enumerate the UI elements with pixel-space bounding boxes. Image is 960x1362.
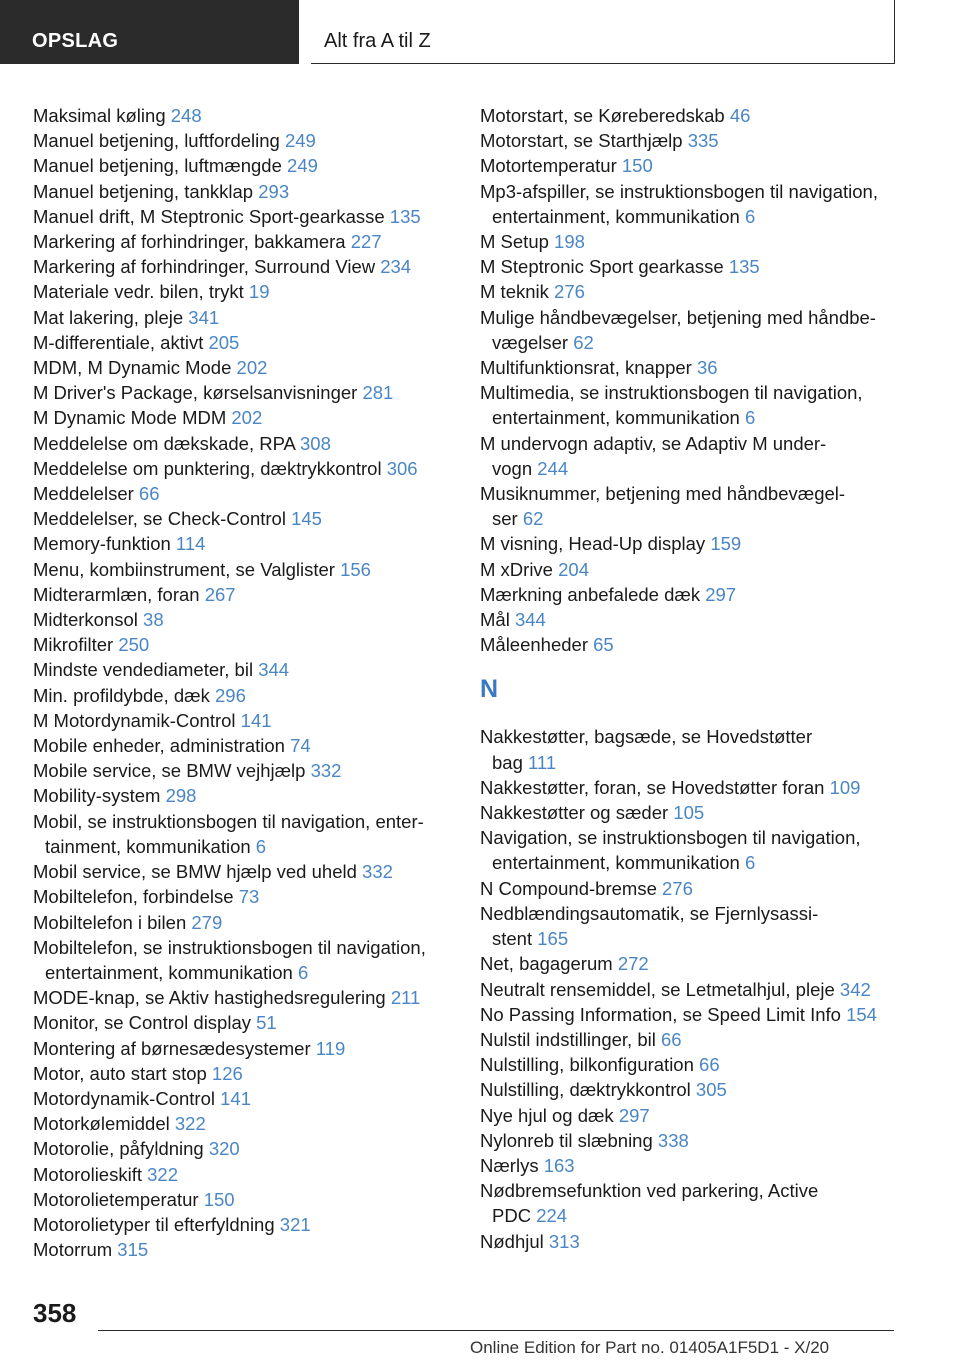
index-page-link[interactable]: 202: [231, 407, 263, 429]
index-page-link[interactable]: 111: [528, 751, 557, 773]
index-entry-text: Mobiltelefon i bilen: [33, 911, 187, 933]
index-entry: [33, 481, 453, 506]
index-entry: [480, 254, 920, 279]
index-entry-text: Mærkning anbefalede dæk: [480, 583, 701, 605]
index-entry-text: Nakkestøtter, foran, se Hovedstøtter foran: [480, 776, 825, 798]
index-entry: [33, 531, 453, 556]
index-page-link[interactable]: 6: [255, 835, 267, 857]
index-page-link[interactable]: 163: [543, 1154, 575, 1176]
index-page-link[interactable]: 272: [617, 953, 649, 975]
index-entry-text: M Dynamic Mode MDM: [33, 407, 227, 429]
index-page-link[interactable]: 335: [687, 130, 719, 152]
index-entry: [480, 1229, 920, 1254]
index-entry-text: Memory-funktion: [33, 533, 171, 555]
index-entry-text: Nakkestøtter, bagsæde, se Hovedstøtter: [480, 726, 813, 748]
index-entry: [480, 1103, 920, 1128]
index-entry-text: M-differentiale, aktivt: [33, 331, 204, 353]
index-entry-text: M Setup: [480, 231, 549, 253]
index-entry: [33, 985, 453, 1010]
index-entry-text: Nulstil indstillinger, bil: [480, 1028, 656, 1050]
index-entry: [480, 775, 920, 800]
index-entry: [33, 506, 453, 531]
index-page-link[interactable]: 315: [117, 1239, 149, 1261]
index-entry: [480, 229, 920, 254]
index-entry-text: Net, bagagerum: [480, 953, 613, 975]
index-entry: [480, 1178, 920, 1228]
index-entry: [33, 657, 453, 682]
index-entry-text: stent: [492, 928, 533, 950]
index-entry-text: M Steptronic Sport gearkasse: [480, 256, 724, 278]
index-entry: [480, 557, 920, 582]
index-entry: [33, 935, 453, 985]
index-page-link[interactable]: 145: [291, 508, 322, 530]
index-entry-text: Motorstart, se Køreberedskab: [480, 105, 725, 126]
index-entry-text: Monitor, se Control display: [33, 1012, 251, 1034]
index-entry-text: Mulige håndbevægelser, betjening med håndbe-: [480, 306, 876, 328]
index-entry: [480, 1052, 920, 1077]
index-entry: [33, 1010, 453, 1035]
index-entry: [33, 128, 453, 153]
index-entry-text: Mobiltelefon, forbindelse: [33, 886, 234, 908]
index-page-link[interactable]: 205: [208, 331, 240, 353]
index-entry: [480, 380, 920, 430]
index-page-link[interactable]: 19: [248, 281, 270, 303]
index-entry-text: Meddelelser, se Check-Control: [33, 508, 286, 530]
index-page-link[interactable]: 202: [236, 357, 268, 379]
index-entry-text: M teknik: [480, 281, 549, 303]
index-entry: [480, 153, 920, 178]
index-page-link[interactable]: 73: [238, 886, 260, 908]
index-entry: [480, 800, 920, 825]
index-entry: [33, 557, 453, 582]
index-page-link[interactable]: 156: [340, 558, 371, 580]
index-entry-text: Mikrofilter: [33, 634, 114, 656]
index-entry-text: Nye hjul og dæk: [480, 1104, 614, 1126]
index-entry-text: ser: [492, 508, 518, 530]
index-page-link[interactable]: 342: [839, 978, 871, 1000]
index-entry: [33, 1212, 453, 1237]
index-entry: [33, 405, 453, 430]
index-entry-text: tainment, kommunikation: [45, 835, 251, 857]
index-entry-text: Motorkølemiddel: [33, 1113, 170, 1135]
index-entry: [33, 1061, 453, 1086]
index-page-link[interactable]: 267: [204, 583, 236, 605]
index-page-link[interactable]: 109: [829, 776, 861, 798]
index-entry: [480, 1128, 920, 1153]
index-page-link[interactable]: 66: [699, 1054, 720, 1076]
index-entry: [33, 355, 453, 380]
index-page-link[interactable]: 135: [728, 256, 760, 278]
index-entry-text: Montering af børnesædesystemer: [33, 1037, 311, 1059]
index-entry: [480, 1153, 920, 1178]
index-page-link[interactable]: 159: [710, 533, 742, 555]
index-entry: [33, 103, 453, 128]
index-entry: [480, 305, 920, 355]
index-page-link[interactable]: 296: [215, 684, 246, 706]
index-entry-text: Multimedia, se instruktionsbogen til navigation,: [480, 382, 863, 404]
index-entry-text: Motorstart, se Starthjælp: [480, 130, 683, 152]
index-entry-text: MDM, M Dynamic Mode: [33, 357, 232, 379]
index-page-link[interactable]: 6: [744, 407, 756, 429]
index-entry: [480, 951, 920, 976]
index-entry-text: Mat lakering, pleje: [33, 306, 184, 328]
index-entry: [33, 809, 453, 859]
index-column-left: [33, 103, 453, 1262]
index-page-link[interactable]: 321: [279, 1213, 311, 1235]
index-entry: [480, 128, 920, 153]
index-entry-text: Motorolieskift: [33, 1163, 142, 1185]
index-entry: [33, 758, 453, 783]
section-letter-n: N: [480, 675, 499, 704]
section-tab-label: OPSLAG: [32, 30, 119, 52]
index-entry: [33, 1136, 453, 1161]
index-entry-text: Nakkestøtter og sæder: [480, 802, 669, 824]
index-page-link[interactable]: 6: [744, 852, 756, 874]
index-page-link[interactable]: 38: [143, 609, 164, 631]
index-entry-text: entertainment, kommunikation: [492, 852, 740, 874]
index-page-link[interactable]: 6: [744, 205, 756, 227]
chapter-title: Alt fra A til Z: [324, 30, 431, 52]
index-entry: [33, 632, 453, 657]
index-entry-text: Markering af forhindringer, bakkamera: [33, 231, 346, 253]
index-entry: [33, 1237, 453, 1262]
index-page-link[interactable]: 332: [362, 861, 393, 883]
index-entry-text: Midterkonsol: [33, 609, 138, 631]
index-page-link[interactable]: 293: [258, 180, 290, 202]
index-entry-text: Manuel betjening, tankklap: [33, 180, 254, 202]
index-entry-text: Menu, kombiinstrument, se Valglister: [33, 558, 335, 580]
index-entry-text: bag: [492, 751, 523, 773]
index-entry: [33, 380, 453, 405]
index-entry-text: PDC: [492, 1205, 532, 1227]
index-page-link[interactable]: 227: [350, 231, 382, 253]
index-page-link[interactable]: 244: [537, 457, 569, 479]
index-page-link[interactable]: 249: [284, 130, 316, 152]
index-entry: [33, 153, 453, 178]
index-entry-text: Midterarmlæn, foran: [33, 583, 200, 605]
index-page-link[interactable]: 297: [618, 1104, 650, 1126]
index-entry: [33, 1162, 453, 1187]
index-entry-text: Nulstilling, dæktrykkontrol: [480, 1079, 691, 1101]
index-entry: [480, 179, 920, 229]
index-entry-text: No Passing Information, se Speed Limit Info: [480, 1003, 841, 1025]
index-page-link[interactable]: 141: [240, 709, 272, 731]
index-entry-text: Meddelelser: [33, 483, 134, 505]
index-entry: [33, 456, 453, 481]
index-entry: [33, 1086, 453, 1111]
index-entry-text: Min. profildybde, dæk: [33, 684, 210, 706]
index-entry-text: Motorolietemperatur: [33, 1188, 199, 1210]
index-entry: [33, 607, 453, 632]
index-page-link[interactable]: 66: [138, 483, 160, 505]
section-tab: [0, 0, 299, 64]
index-entry-text: Mobiltelefon, se instruktionsbogen til navigation,: [33, 936, 426, 958]
index-entry: [480, 531, 920, 556]
index-entry: [33, 204, 453, 229]
index-entry-text: Mindste vendediameter, bil: [33, 659, 254, 681]
index-entry-text: Manuel betjening, luftmængde: [33, 155, 282, 177]
index-group-m: [480, 103, 920, 657]
index-page-link[interactable]: 313: [548, 1230, 580, 1252]
index-entry-text: Motordynamik-Control: [33, 1087, 215, 1109]
index-page-link[interactable]: 154: [846, 1003, 877, 1025]
index-entry: [33, 279, 453, 304]
index-entry-text: Motor, auto start stop: [33, 1062, 207, 1084]
index-entry-text: Mobil service, se BMW hjælp ved uheld: [33, 861, 357, 883]
index-entry-text: Nedblændingsautomatik, se Fjernlysassi-: [480, 902, 819, 924]
index-page-link[interactable]: 308: [300, 432, 331, 454]
index-entry: [33, 229, 453, 254]
index-entry: [33, 431, 453, 456]
index-page-link[interactable]: 135: [389, 205, 421, 227]
index-page-link[interactable]: 322: [174, 1113, 206, 1135]
index-page-link[interactable]: 62: [573, 331, 594, 353]
index-entry: [480, 1027, 920, 1052]
index-entry: [33, 1036, 453, 1061]
index-entry: [33, 884, 453, 909]
index-entry: [480, 901, 920, 951]
index-entry-text: Mål: [480, 609, 510, 631]
index-entry: [33, 1111, 453, 1136]
index-entry-text: M visning, Head-Up display: [480, 533, 706, 555]
index-page-link[interactable]: 105: [673, 802, 705, 824]
index-entry-text: entertainment, kommunikation: [45, 961, 293, 983]
index-entry-text: Nulstilling, bilkonfiguration: [480, 1054, 694, 1076]
index-entry-text: Mobility-system: [33, 785, 161, 807]
index-entry: [480, 825, 920, 875]
index-page-link[interactable]: 119: [315, 1037, 346, 1059]
index-page-link[interactable]: 279: [191, 911, 223, 933]
index-page-link[interactable]: 224: [536, 1205, 568, 1227]
index-entry: [33, 683, 453, 708]
index-entry-text: Markering af forhindringer, Surround View: [33, 256, 376, 278]
index-page-link[interactable]: 211: [390, 987, 421, 1009]
index-page-link[interactable]: 234: [380, 256, 412, 278]
index-page-link[interactable]: 341: [188, 306, 220, 328]
index-entry: [33, 783, 453, 808]
index-page-link[interactable]: 62: [522, 508, 544, 530]
index-entry: [480, 355, 920, 380]
index-entry-text: Mp3-afspiller, se instruktionsbogen til navigation,: [480, 180, 878, 202]
index-entry: [480, 977, 920, 1002]
index-page-link[interactable]: 74: [290, 735, 311, 757]
index-page-link[interactable]: 250: [118, 634, 150, 656]
index-entry-text: Musiknummer, betjening med håndbevægel-: [480, 483, 846, 505]
index-entry-text: Nærlys: [480, 1154, 539, 1176]
index-entry-text: Neutralt rensemiddel, se Letmetalhjul, pleje: [480, 978, 835, 1000]
index-page-link[interactable]: 204: [558, 558, 589, 580]
index-page-link[interactable]: 320: [208, 1138, 240, 1160]
page-number: 358: [33, 1298, 77, 1328]
index-entry: [33, 910, 453, 935]
index-page-link[interactable]: 65: [593, 634, 614, 656]
index-entry-text: Mobil, se instruktionsbogen til navigation, enter-: [33, 810, 424, 832]
index-entry-text: Manuel drift, M Steptronic Sport-gearkasse: [33, 205, 385, 227]
index-page-link[interactable]: 36: [696, 357, 718, 379]
index-page-link[interactable]: 248: [170, 105, 202, 126]
index-page-link[interactable]: 332: [310, 760, 342, 782]
index-page-link[interactable]: 46: [729, 105, 751, 126]
index-entry: [480, 279, 920, 304]
index-page-link[interactable]: 338: [657, 1129, 689, 1151]
index-entry-text: MODE-knap, se Aktiv hastighedsregulering: [33, 987, 386, 1009]
index-entry-text: Mobile service, se BMW vejhjælp: [33, 760, 306, 782]
index-page-link[interactable]: 126: [211, 1062, 243, 1084]
index-entry-text: M Motordynamik-Control: [33, 709, 236, 731]
index-entry-text: Meddelelse om dækskade, RPA: [33, 432, 295, 454]
index-entry-text: Måleenheder: [480, 634, 588, 656]
index-entry-text: Meddelelse om punktering, dæktrykkontrol: [33, 457, 382, 479]
index-page-link[interactable]: 298: [165, 785, 197, 807]
index-entry: [33, 179, 453, 204]
index-entry: [33, 859, 453, 884]
index-entry: [480, 1002, 920, 1027]
footer-edition-text: Online Edition for Part no. 01405A1F5D1 - X/20: [470, 1338, 830, 1357]
index-page-link[interactable]: 276: [554, 281, 585, 303]
index-entry: [33, 1187, 453, 1212]
index-entry-text: Motortemperatur: [480, 155, 617, 177]
index-entry: [480, 481, 920, 531]
index-entry-text: M Driver's Package, kørselsanvisninger: [33, 382, 358, 404]
index-entry: [33, 330, 453, 355]
index-entry-text: M undervogn adaptiv, se Adaptiv M under-: [480, 432, 827, 454]
index-entry: [33, 582, 453, 607]
index-page-link[interactable]: 141: [220, 1087, 251, 1109]
index-page-link[interactable]: 114: [175, 533, 206, 555]
index-entry: [480, 724, 920, 774]
index-entry: [480, 103, 920, 128]
index-entry-text: N Compound-bremse: [480, 877, 657, 899]
index-page-link[interactable]: 297: [705, 583, 737, 605]
index-entry-text: Manuel betjening, luftfordeling: [33, 130, 280, 152]
index-entry: [480, 1077, 920, 1102]
index-entry-text: Nødhjul: [480, 1230, 544, 1252]
index-entry-text: Nødbremsefunktion ved parkering, Active: [480, 1180, 819, 1202]
index-page-link[interactable]: 281: [362, 382, 394, 404]
index-page-link[interactable]: 150: [203, 1188, 235, 1210]
index-entry-text: entertainment, kommunikation: [492, 407, 740, 429]
index-entry-text: Motorrum: [33, 1239, 113, 1261]
index-entry-text: vægelser: [492, 331, 569, 353]
index-group-n: [480, 724, 920, 1253]
index-page-link[interactable]: 249: [287, 155, 318, 177]
index-page-link[interactable]: 305: [695, 1079, 727, 1101]
index-entry-text: Motorolie, påfyldning: [33, 1138, 204, 1160]
index-page-link[interactable]: 150: [621, 155, 653, 177]
chapter-header: [311, 0, 895, 64]
index-entry-text: Mobile enheder, administration: [33, 735, 285, 757]
index-page-link[interactable]: 344: [514, 609, 546, 631]
index-entry-text: Maksimal køling: [33, 105, 166, 126]
index-page-link[interactable]: 306: [386, 457, 418, 479]
index-page-link[interactable]: 276: [662, 877, 693, 899]
index-column-right: [480, 103, 920, 1254]
index-entry-text: M xDrive: [480, 558, 553, 580]
index-page-link[interactable]: 66: [660, 1028, 682, 1050]
index-entry: [480, 632, 920, 657]
index-entry: [33, 708, 453, 733]
index-entry-text: entertainment, kommunikation: [492, 205, 740, 227]
index-page-link[interactable]: 198: [554, 231, 585, 253]
footer-rule: [98, 1330, 894, 1331]
index-page-link[interactable]: 51: [256, 1012, 277, 1034]
index-entry-text: Nylonreb til slæbning: [480, 1129, 653, 1151]
index-page-link[interactable]: 6: [297, 961, 309, 983]
index-page-link[interactable]: 165: [537, 928, 569, 950]
index-entry: [480, 582, 920, 607]
index-entry-text: Motorolietyper til efterfyldning: [33, 1213, 275, 1235]
index-page-link[interactable]: 322: [147, 1163, 178, 1185]
index-entry: [480, 431, 920, 481]
index-entry: [480, 607, 920, 632]
index-entry: [480, 876, 920, 901]
index-entry: [33, 305, 453, 330]
index-entry: [33, 254, 453, 279]
index-page-link[interactable]: 344: [258, 659, 290, 681]
index-entry: [33, 733, 453, 758]
index-entry-text: Navigation, se instruktionsbogen til navigation,: [480, 827, 861, 849]
index-entry-text: vogn: [492, 457, 533, 479]
index-entry-text: Multifunktionsrat, knapper: [480, 357, 692, 379]
index-entry-text: Materiale vedr. bilen, trykt: [33, 281, 244, 303]
